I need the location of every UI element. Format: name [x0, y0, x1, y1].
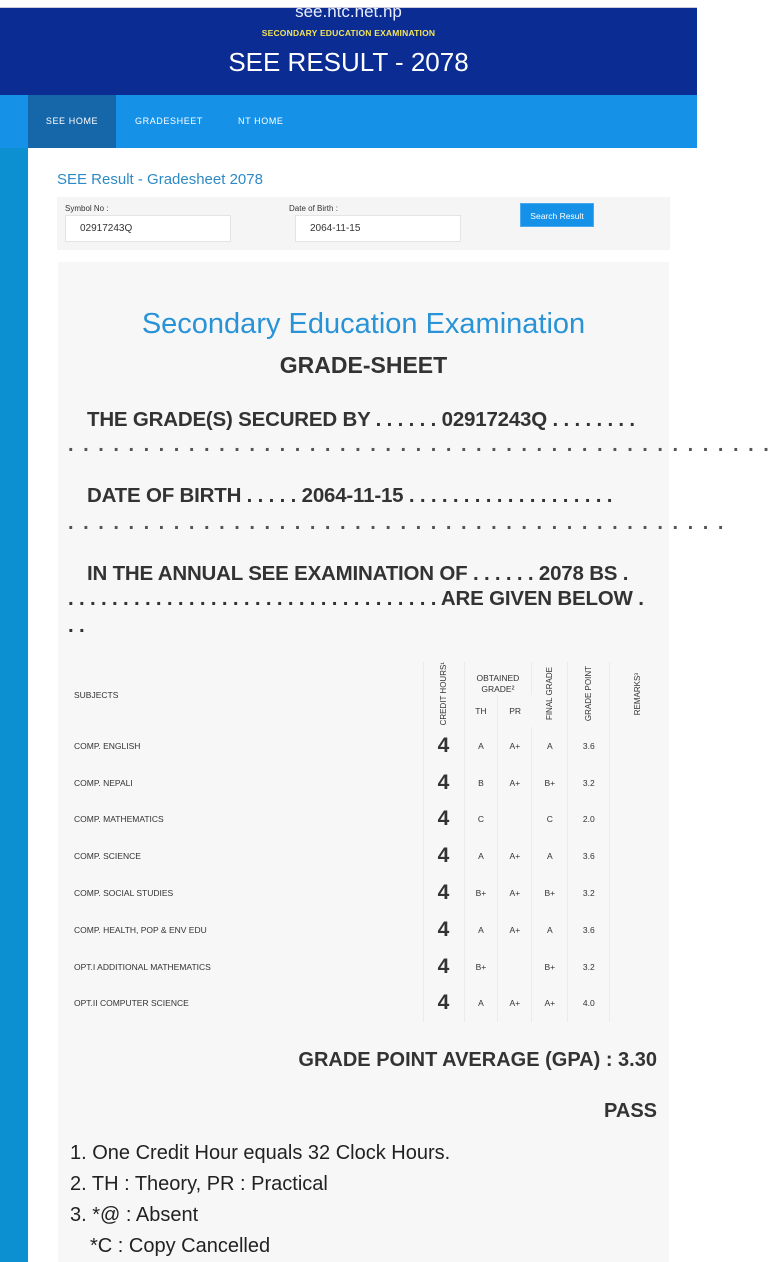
note: 3. *@ : Absent [70, 1204, 199, 1226]
annual-line-2: . . . . . . . . . . . . . . . . . . . . . . . . . . . . . . . . . . ARE GIVEN BELOW . [68, 587, 644, 610]
remarks-cell [610, 801, 664, 838]
grade-point-cell: 3.6 [568, 727, 610, 764]
final-grade-cell: B+ [532, 764, 568, 801]
grade-point-cell: 3.2 [568, 875, 610, 912]
col-obtained-grade: OBTAINED GRADE² [464, 662, 532, 695]
grade-point-cell: 2.0 [568, 801, 610, 838]
th-grade-cell: B+ [464, 948, 498, 985]
site-header [0, 2, 697, 95]
symbol-input[interactable]: 02917243Q [65, 215, 231, 242]
subject-cell: COMP. SOCIAL STUDIES [68, 875, 423, 912]
page-title: SEE Result - Gradesheet 2078 [57, 171, 263, 188]
annual-line-3: . . [68, 614, 85, 637]
final-grade-cell: B+ [532, 875, 568, 912]
header-title: SEE RESULT - 2078 [228, 47, 469, 77]
annual-line: IN THE ANNUAL SEE EXAMINATION OF . . . . . . 2078 BS . [87, 562, 629, 585]
col-pr: PR [509, 706, 522, 717]
gradesheet-heading: GRADE-SHEET [279, 352, 448, 378]
col-grade-point: GRADE POINT [584, 666, 594, 722]
table-row [68, 875, 664, 912]
credit-cell: 4 [423, 838, 464, 875]
table-row [68, 801, 664, 838]
th-grade-cell: A [464, 838, 498, 875]
grade-sheet [58, 262, 771, 1262]
notes [70, 1138, 450, 1262]
grade-point-cell: 3.6 [568, 838, 610, 875]
main-content [28, 148, 771, 1262]
final-grade-cell: A+ [532, 985, 568, 1022]
grade-point-cell: 4.0 [568, 985, 610, 1022]
pr-grade-cell: A+ [498, 838, 532, 875]
nav-gradesheet[interactable]: GRADESHEET [135, 116, 204, 126]
note: 2. TH : Theory, PR : Practical [70, 1173, 328, 1195]
table-row [68, 764, 664, 801]
table-row [68, 948, 664, 985]
remarks-cell [610, 985, 664, 1022]
note: 1. One Credit Hour equals 32 Clock Hours. [70, 1142, 451, 1164]
secured-by-line: THE GRADE(S) SECURED BY . . . . . . 02917243Q . . . . . . . . [87, 408, 635, 431]
final-grade-cell: A [532, 911, 568, 948]
credit-cell: 4 [423, 875, 464, 912]
col-remarks: REMARKS³ [632, 672, 642, 715]
table-row [68, 727, 664, 764]
search-result-button[interactable]: Search Result [520, 203, 594, 227]
table-row [68, 911, 664, 948]
remarks-cell [610, 948, 664, 985]
site-url: see.ntc.net.np [295, 2, 402, 21]
table-row [68, 985, 664, 1022]
symbol-label: Symbol No : [65, 204, 109, 213]
nav-nt-home[interactable]: NT HOME [238, 116, 284, 126]
gpa: GRADE POINT AVERAGE (GPA) : 3.30 [298, 1049, 657, 1071]
left-side-bar [0, 148, 28, 1262]
th-grade-cell: C [464, 801, 498, 838]
credit-cell: 4 [423, 985, 464, 1022]
th-grade-cell: A [464, 911, 498, 948]
subject-cell: OPT.I ADDITIONAL MATHEMATICS [68, 948, 423, 985]
col-subjects: SUBJECTS [68, 662, 423, 727]
exam-title: Secondary Education Examination [141, 308, 586, 340]
pr-grade-cell [498, 801, 532, 838]
pr-grade-cell: A+ [498, 764, 532, 801]
grades-table [68, 662, 664, 1022]
dob-line: DATE OF BIRTH . . . . . 2064-11-15 . . . . . . . . . . . . . . . . . . . [87, 484, 613, 507]
note: *C : Copy Cancelled [90, 1235, 271, 1257]
th-grade-cell: A [464, 727, 498, 764]
subject-cell: OPT.II COMPUTER SCIENCE [68, 985, 423, 1022]
pr-grade-cell: A+ [498, 911, 532, 948]
th-grade-cell: B+ [464, 875, 498, 912]
credit-cell: 4 [423, 801, 464, 838]
remarks-cell [610, 875, 664, 912]
col-final-grade: FINAL GRADE [545, 667, 555, 721]
final-grade-cell: B+ [532, 948, 568, 985]
remarks-cell [610, 764, 664, 801]
grade-point-cell: 3.2 [568, 948, 610, 985]
final-grade-cell: C [532, 801, 568, 838]
credit-cell: 4 [423, 764, 464, 801]
col-th: TH [464, 695, 498, 728]
pr-grade-cell: A+ [498, 727, 532, 764]
subject-cell: COMP. NEPALI [68, 764, 423, 801]
credit-cell: 4 [423, 911, 464, 948]
grade-point-cell: 3.2 [568, 764, 610, 801]
result-status: PASS [604, 1100, 657, 1122]
nav-bar [0, 95, 697, 148]
search-form [57, 197, 670, 250]
dotted-line: . . . . . . . . . . . . . . . . . . . . . . . . . . . . . . . . . . . . . . . . . . . . . . . [68, 434, 771, 456]
remarks-cell [610, 911, 664, 948]
dotted-line: . . . . . . . . . . . . . . . . . . . . . . . . . . . . . . . . . . . . . . . . . . . . [68, 512, 726, 534]
subject-cell: COMP. SCIENCE [68, 838, 423, 875]
credit-cell: 4 [423, 948, 464, 985]
dob-input[interactable]: 2064-11-15 [295, 215, 461, 242]
subject-cell: COMP. HEALTH, POP & ENV EDU [68, 911, 423, 948]
col-credit-hours: CREDIT HOURS¹ [439, 662, 448, 726]
subject-cell: COMP. ENGLISH [68, 727, 423, 764]
final-grade-cell: A [532, 727, 568, 764]
nav-see-home[interactable]: SEE HOME [28, 95, 116, 148]
credit-cell: 4 [423, 727, 464, 764]
remarks-cell [610, 838, 664, 875]
grade-point-cell: 3.6 [568, 911, 610, 948]
th-grade-cell: B [464, 764, 498, 801]
subject-cell: COMP. MATHEMATICS [68, 801, 423, 838]
th-grade-cell: A [464, 985, 498, 1022]
final-grade-cell: A [532, 838, 568, 875]
dob-label: Date of Birth : [289, 204, 338, 213]
table-row [68, 838, 664, 875]
remarks-cell [610, 727, 664, 764]
pr-grade-cell: A+ [498, 985, 532, 1022]
header-subtitle: SECONDARY EDUCATION EXAMINATION [261, 28, 436, 38]
pr-grade-cell: A+ [498, 875, 532, 912]
pr-grade-cell [498, 948, 532, 985]
